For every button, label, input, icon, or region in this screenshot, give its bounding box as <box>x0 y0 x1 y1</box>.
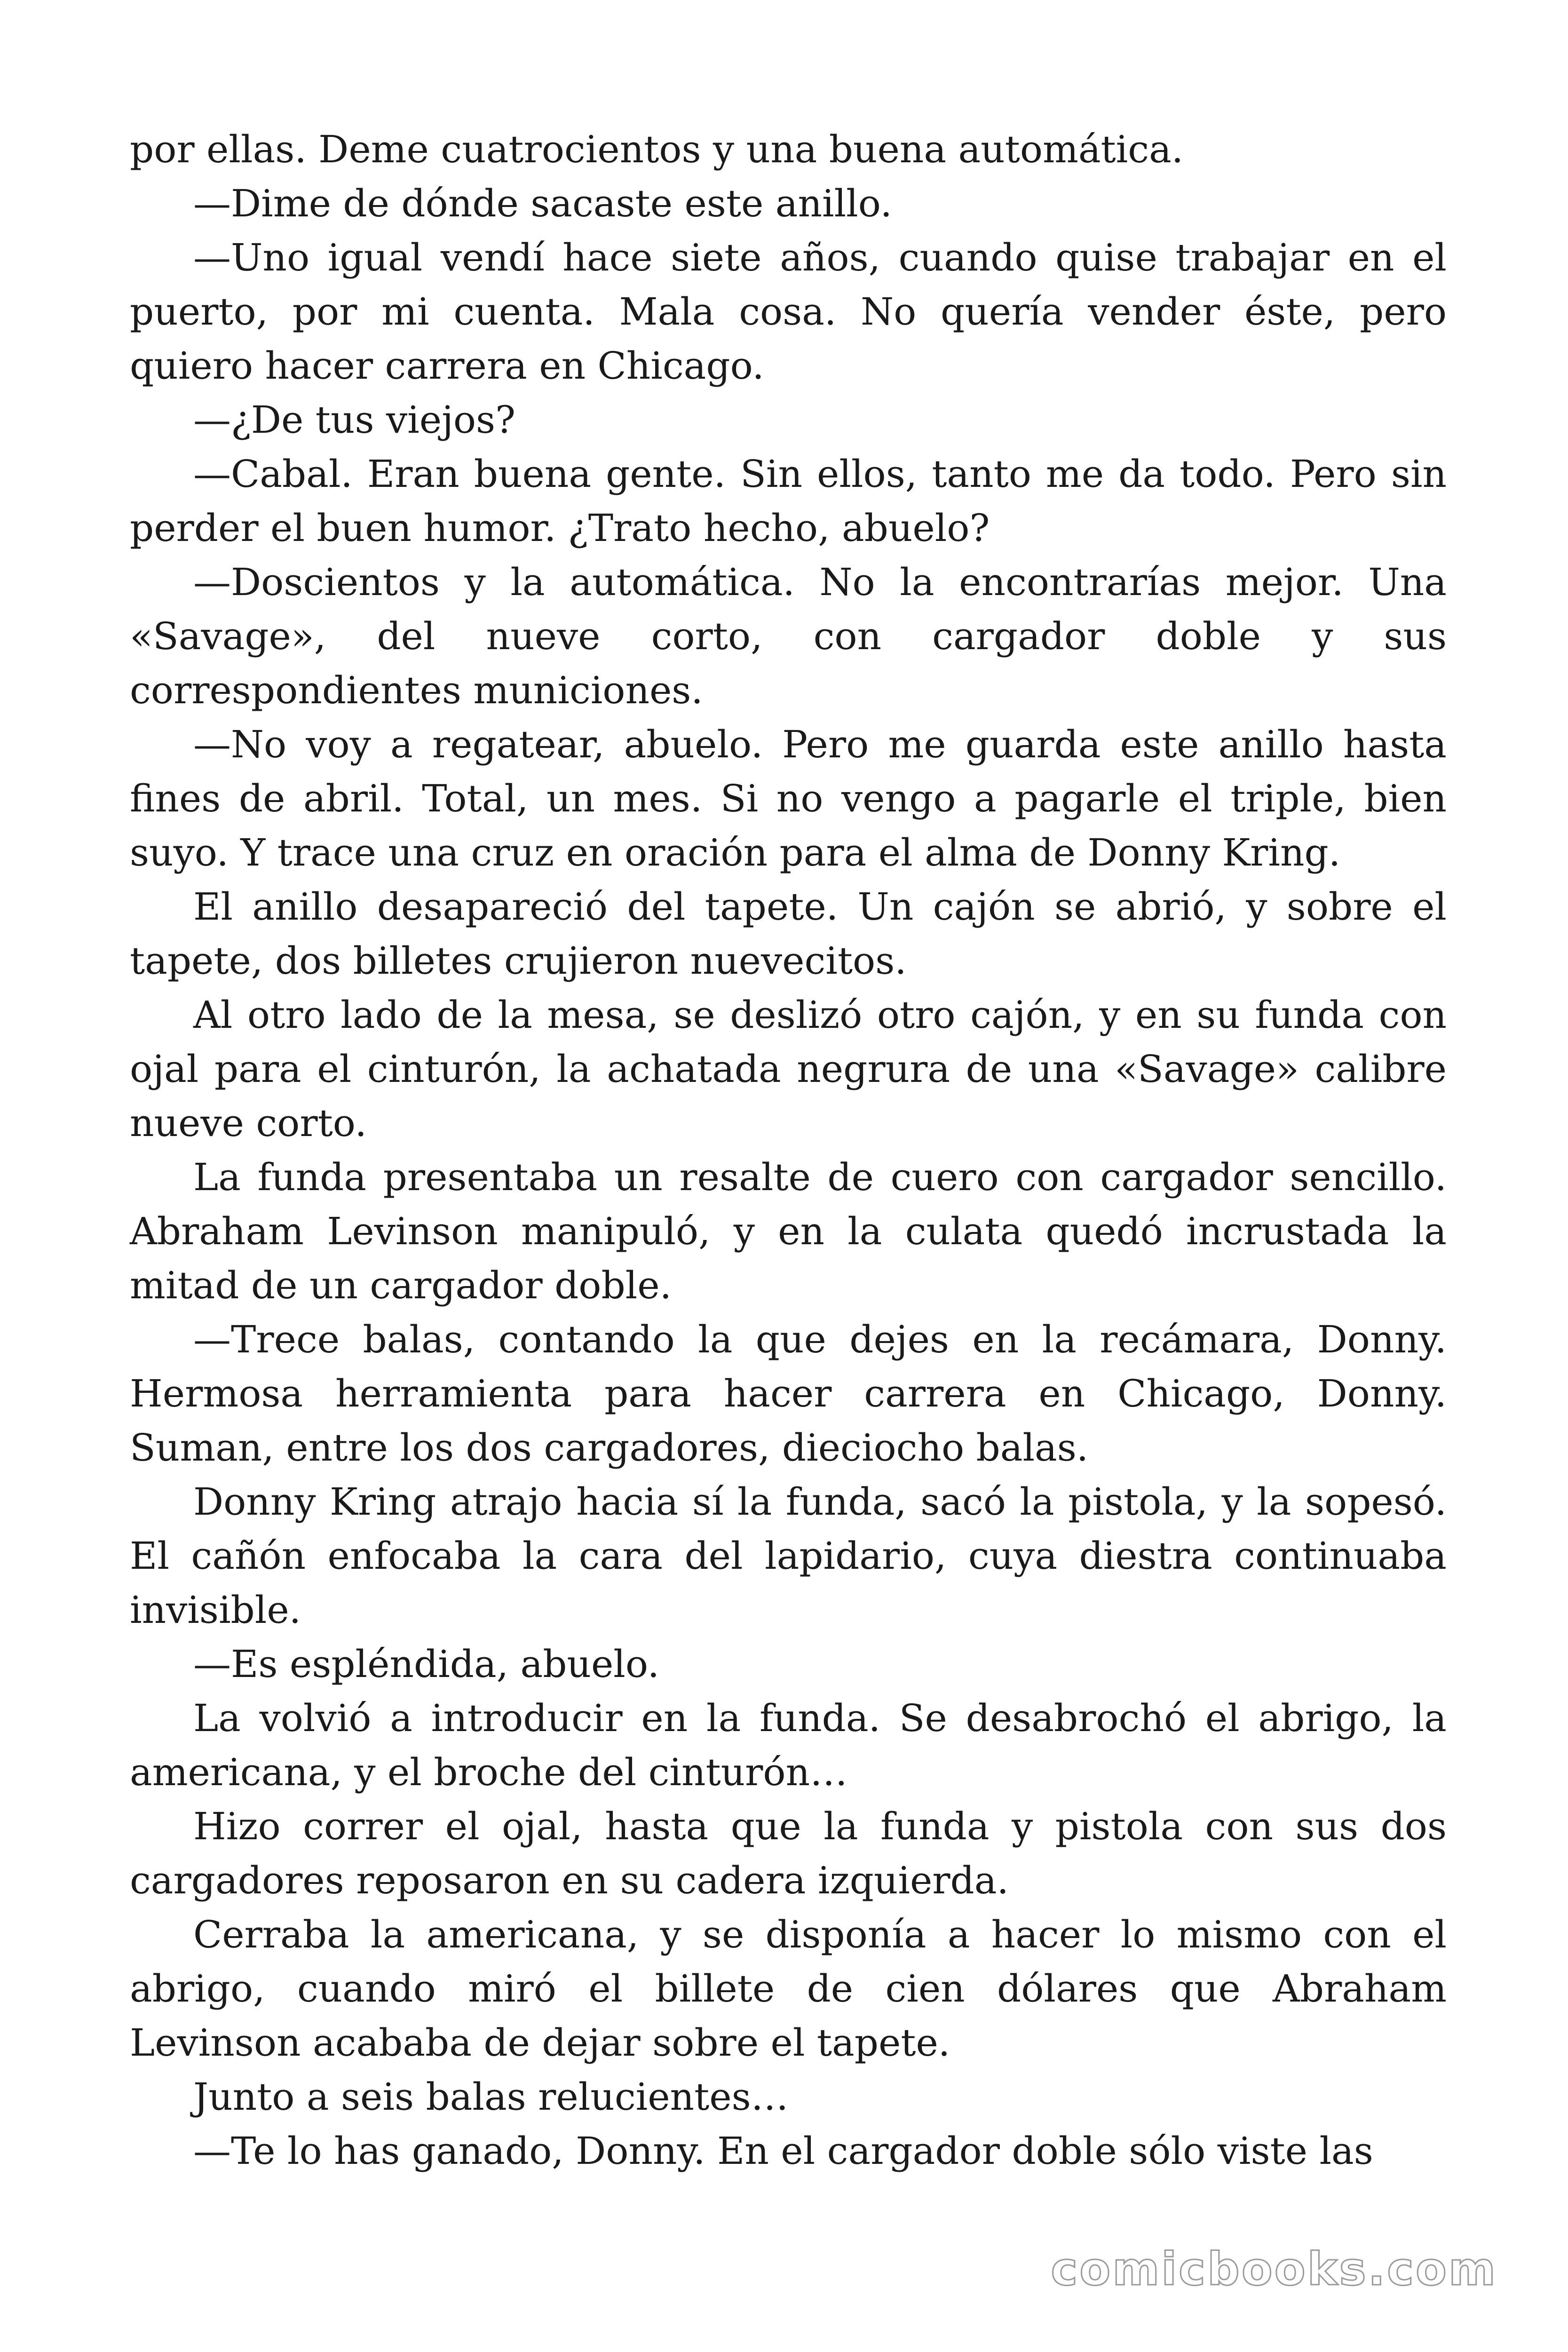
paragraph: —Trece balas, contando la que dejes en la recámara, Donny. Hermosa herramienta para hacer carrera en Chicago, Donny. Suman, entre los dos cargadores, dieciocho balas. <box>130 1318 1447 1470</box>
paragraph: —¿De tus viejos? <box>193 398 515 442</box>
paragraph: —Cabal. Eran buena gente. Sin ellos, tanto me da todo. Pero sin perder el buen humor. ¿Trato hecho, abuelo? <box>130 452 1447 550</box>
paragraph: —Uno igual vendí hace siete años, cuando quise trabajar en el puerto, por mi cuenta. Mala cosa. No quería vender éste, pero quiero hacer carrera en Chicago. <box>130 236 1447 388</box>
paragraph: —Dime de dónde sacaste este anillo. <box>193 182 892 225</box>
body-text <box>130 122 1447 2178</box>
watermark: comicbooks.com <box>1051 2243 1497 2296</box>
paragraph: —Es espléndida, abuelo. <box>193 1642 660 1686</box>
paragraph: Donny Kring atrajo hacia sí la funda, sacó la pistola, y la sopesó. El cañón enfocaba la cara del lapidario, cuya diestra continuaba invisible. <box>130 1480 1447 1632</box>
paragraph: Hizo correr el ojal, hasta que la funda y pistola con sus dos cargadores reposaron en su cadera izquierda. <box>130 1804 1447 1902</box>
paragraph: por ellas. Deme cuatrocientos y una buena automática. <box>130 127 1184 171</box>
paragraph: La volvió a introducir en la funda. Se desabrochó el abrigo, la americana, y el broche del cinturón… <box>130 1696 1447 1794</box>
paragraph: —No voy a regatear, abuelo. Pero me guarda este anillo hasta fines de abril. Total, un mes. Si no vengo a pagarle el triple, bien suyo. Y trace una cruz en oración para el alma de Donny Kring. <box>130 723 1447 874</box>
paragraph: La funda presentaba un resalte de cuero con cargador sencillo. Abraham Levinson manipuló, y en la culata quedó incrustada la mitad de un cargador doble. <box>130 1155 1447 1307</box>
paragraph: —Doscientos y la automática. No la encontrarías mejor. Una «Savage», del nueve corto, con cargador doble y sus correspondientes municiones. <box>130 560 1447 712</box>
paragraph: Cerraba la americana, y se disponía a hacer lo mismo con el abrigo, cuando miró el billete de cien dólares que Abraham Levinson acababa de dejar sobre el tapete. <box>130 1913 1447 2065</box>
paragraph: Al otro lado de la mesa, se deslizó otro cajón, y en su funda con ojal para el cinturón, la achatada negrura de una «Savage» calibre nueve corto. <box>130 993 1447 1145</box>
paragraph: Junto a seis balas relucientes… <box>193 2075 789 2119</box>
paragraph: El anillo desapareció del tapete. Un cajón se abrió, y sobre el tapete, dos billetes crujieron nuevecitos. <box>130 885 1447 983</box>
paragraph: —Te lo has ganado, Donny. En el cargador doble sólo viste las <box>193 2129 1373 2173</box>
